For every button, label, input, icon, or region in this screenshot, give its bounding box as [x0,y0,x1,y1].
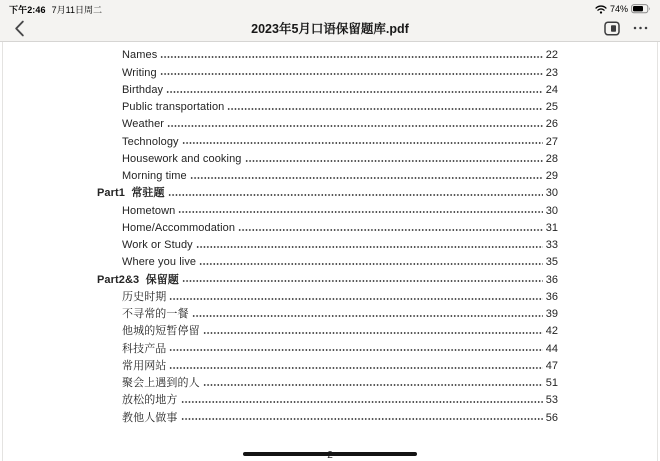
wifi-icon [595,5,607,14]
document-title: 2023年5月口语保留题库.pdf [251,22,409,36]
toc-entry-page: 33 [545,239,558,251]
toc-entry[interactable] [97,270,558,287]
dot-leader [167,115,543,130]
toolbar [0,0,660,42]
toc-entry-label: 聚会上遇到的人 [122,377,200,389]
toc-entry[interactable] [122,253,558,270]
dot-leader [182,132,543,147]
ellipsis-icon [633,26,648,30]
toc-entry-page: 22 [545,49,558,62]
toc-entry-page: 24 [545,83,558,96]
toc-entry[interactable] [122,81,558,98]
toc-entry-label: Writing [122,66,157,79]
status-bar [0,0,660,15]
dot-leader [168,184,543,199]
toc-entry-page: 35 [545,256,558,269]
toc-entry[interactable] [122,374,558,391]
toc-entry-label: Weather [122,118,165,131]
dot-leader [190,167,543,182]
toc-entry-label: Technology [122,135,179,148]
toc-entry-page: 27 [545,135,558,148]
dot-leader [199,253,543,268]
toc-list [0,46,660,426]
toc-entry-label: Where you live [122,256,197,269]
toc-entry-label: 常用网站 [122,359,167,372]
dot-leader [238,219,543,234]
toc-entry-page: 36 [545,290,558,303]
toc-entry[interactable] [122,219,558,236]
toc-entry-label: 教他人做事 [122,411,178,424]
toc-entry[interactable] [122,391,558,408]
dot-leader [196,236,543,251]
toc-entry[interactable] [122,132,558,149]
toc-entry[interactable] [122,115,558,132]
nav-bar [0,15,660,41]
toc-entry-page: 39 [545,308,558,320]
toc-entry[interactable] [122,339,558,356]
dot-leader [181,391,543,406]
home-indicator[interactable] [243,452,417,456]
toc-entry[interactable] [122,46,558,63]
dot-leader [245,150,543,165]
toc-entry-page: 31 [545,221,558,234]
dot-leader [160,46,542,61]
battery-percent-label: 74% [609,4,628,14]
date-label: 7月11日周二 [51,4,102,15]
toc-entry[interactable] [122,357,558,374]
toc-entry-label: Hometown [122,204,176,217]
toc-entry-label: Birthday [122,83,164,96]
dot-leader [169,339,542,354]
toc-entry-label: 不寻常的一餐 [122,308,189,320]
toc-entry-label: Home/Accommodation [122,221,236,234]
toc-entry-page: 30 [545,187,558,200]
toc-entry-page: 42 [545,325,558,338]
dot-leader [227,98,542,113]
back-button[interactable] [8,17,30,39]
toc-entry[interactable] [122,322,558,339]
chevron-left-icon [14,20,25,37]
dot-leader [203,322,543,337]
toc-entry-label: 科技产品 [122,342,167,355]
toc-entry-label: Public transportation [122,101,225,113]
toc-entry-label: Names [122,49,158,62]
toc-entry[interactable] [122,63,558,80]
battery-icon [631,4,651,14]
toc-entry-label: Part2&3 保留题 [97,273,179,286]
toc-entry[interactable] [122,150,558,167]
dot-leader [181,408,543,423]
toc-entry[interactable] [122,98,558,115]
toc-entry-label: Housework and cooking [122,152,242,165]
toc-entry-label: 他城的短暂停留 [122,325,200,338]
toc-entry[interactable] [122,305,558,322]
toc-entry-page: 25 [545,101,558,113]
toc-entry-page: 53 [545,394,558,407]
dot-leader [203,374,543,389]
page-view-icon [604,21,620,36]
toc-entry-page: 36 [545,273,558,286]
toc-entry-label: Part1 常驻题 [97,187,165,200]
toc-entry-page: 47 [545,359,558,372]
toc-entry[interactable] [122,236,558,253]
toc-entry-label: Work or Study [122,239,193,251]
toc-entry-page: 44 [545,342,558,355]
toc-entry[interactable] [122,288,558,305]
toc-entry-label: 历史时期 [122,290,167,303]
more-button[interactable] [633,26,648,30]
toc-entry[interactable] [122,201,558,218]
dot-leader [160,63,543,78]
toc-entry-page: 29 [545,170,558,182]
nav-right-actions [604,15,648,41]
toc-entry[interactable] [97,184,558,201]
toc-entry-page: 30 [545,204,558,217]
dot-leader [192,305,543,320]
toc-entry-page: 23 [545,66,558,79]
toc-entry[interactable] [122,167,558,184]
page-view-button[interactable] [604,21,620,36]
dot-leader [169,288,542,303]
dot-leader [182,270,543,285]
dot-leader [178,201,542,216]
toc-entry-page: 51 [545,377,558,389]
toc-entry[interactable] [122,408,558,425]
dot-leader [169,357,542,372]
status-left [9,3,102,16]
toc-entry-page: 56 [545,411,558,424]
pdf-page [0,42,660,461]
status-right [595,4,651,14]
toc-entry-label: 放松的地方 [122,394,178,407]
clock-label: 下午2:46 [9,4,46,15]
toc-entry-label: Morning time [122,170,187,182]
toc-entry-page: 26 [545,118,558,131]
toc-entry-page: 28 [545,152,558,165]
dot-leader [166,81,543,96]
